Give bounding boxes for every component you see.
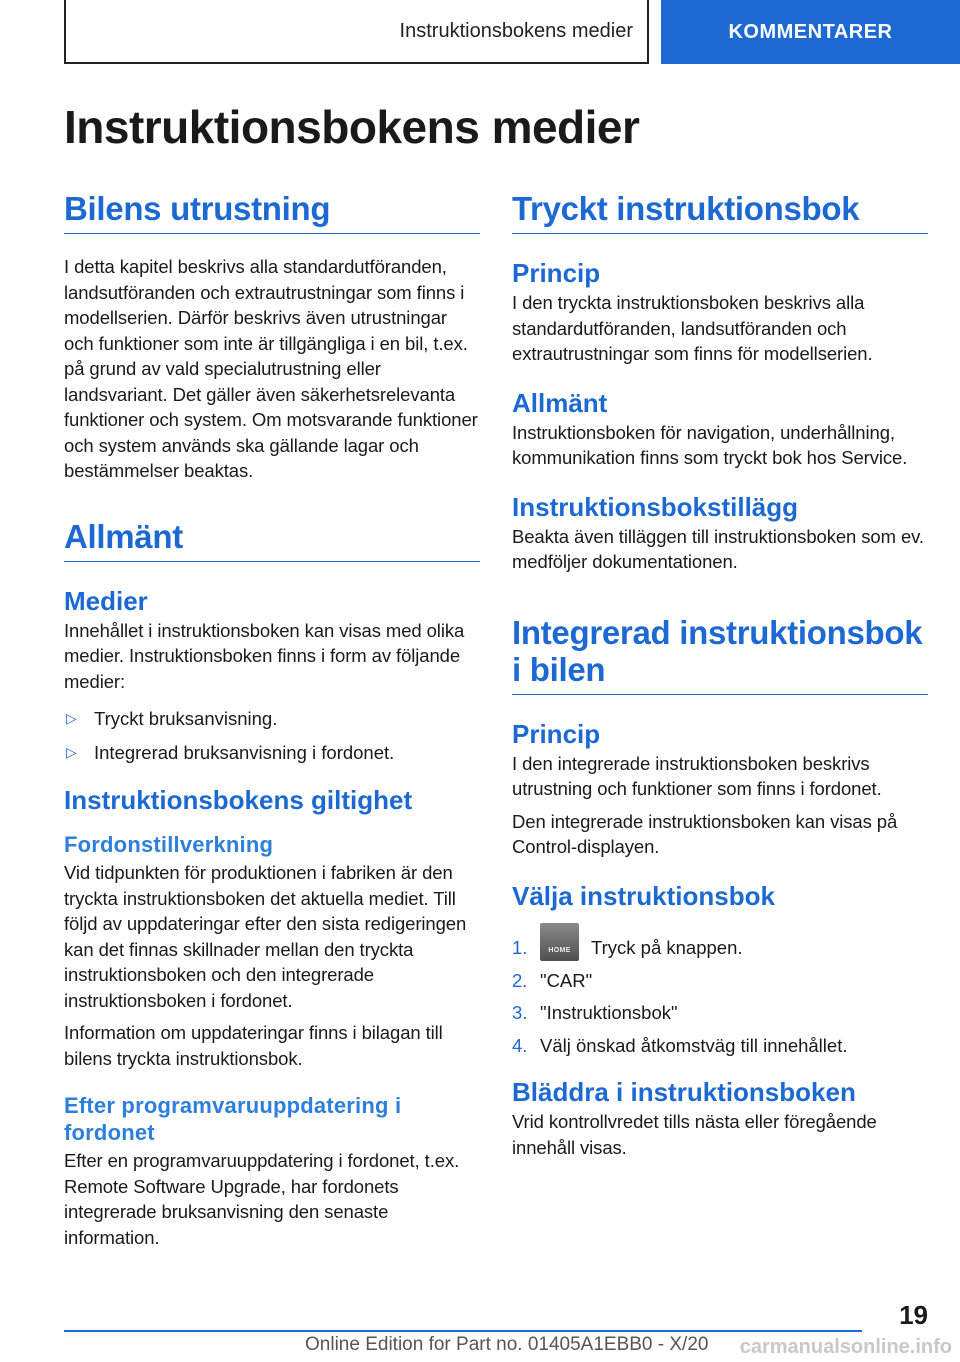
step-number: 2. bbox=[512, 969, 528, 991]
left-column bbox=[64, 190, 480, 1257]
heading-medier: Medier bbox=[64, 585, 148, 616]
paragraph-princip-tryckt: I den tryckta instruktionsboken beskrivs alla standardutföranden, landsutföranden och extrautrustningar som finns för modellserien. bbox=[512, 292, 873, 364]
list-item-text: Integrerad bruksanvisning i fordonet. bbox=[94, 741, 395, 763]
list-item-text: Tryckt bruksanvisning. bbox=[94, 708, 278, 729]
heading-allmant: Allmänt bbox=[64, 518, 480, 562]
paragraph-fordonstillverkning-2: Information om uppdateringar finns i bilagan till bilens tryckta instruktionsbok. bbox=[64, 1022, 443, 1069]
home-button-label: HOME bbox=[548, 946, 571, 954]
heading-bilens-utrustning: Bilens utrustning bbox=[64, 190, 480, 234]
header-section-label: Instruktionsbokens medier bbox=[399, 19, 633, 42]
list-item bbox=[512, 1000, 928, 1026]
heading-princip-tryckt: Princip bbox=[512, 258, 601, 288]
paragraph-efter-programvaruuppdatering: Efter en programvaruuppdatering i fordonet, t.ex. Remote Software Upgrade, har fordonets integrerade bruksanvisning den senaste information. bbox=[64, 1150, 460, 1248]
home-button-icon bbox=[540, 923, 579, 961]
heading-integrerad-instruktionsbok: Integrerad instruktionsbok i bilen bbox=[512, 614, 928, 695]
heading-efter-programvaruuppdatering: Efter programvaruuppdatering i fordonet bbox=[64, 1093, 402, 1145]
heading-valja-instruktionsbok: Välja instruktionsbok bbox=[512, 880, 775, 911]
header-chapter-label: KOMMENTARER bbox=[728, 20, 893, 43]
paragraph-princip-integrerad-1: I den integrerade instruktionsboken beskrivs utrustning och funktioner som finns i fordonet. bbox=[512, 752, 882, 799]
heading-fordonstillverkning: Fordonstillverkning bbox=[64, 832, 274, 857]
footer-divider bbox=[64, 1330, 862, 1332]
footer-edition-text: Online Edition for Part no. 01405A1EBB0 - X/20 bbox=[305, 1334, 709, 1355]
watermark: carmanualsonline.info bbox=[739, 1336, 952, 1358]
paragraph-princip-integrerad-2: Den integrerade instruktionsboken kan visas på Control-displayen. bbox=[512, 810, 898, 857]
header-chapter-tab[interactable] bbox=[661, 0, 960, 64]
paragraph-instruktionsbokstillagg: Beakta även tilläggen till instruktionsboken som ev. medföljer dokumentationen. bbox=[512, 525, 924, 572]
list-item bbox=[512, 1033, 928, 1059]
step-text: Tryck på knappen. bbox=[591, 937, 743, 958]
step-number: 1. bbox=[512, 937, 528, 958]
list-item bbox=[64, 706, 480, 732]
paragraph-bladdra: Vrid kontrollvredet tills nästa eller föregående innehåll visas. bbox=[512, 1111, 877, 1158]
list-item bbox=[512, 923, 928, 961]
heading-instruktionsbokstillagg: Instruktionsbokstillägg bbox=[512, 491, 799, 522]
list-item bbox=[64, 740, 480, 766]
steps-list bbox=[512, 923, 928, 1059]
heading-tryckt-instruktionsbok: Tryckt instruktionsbok bbox=[512, 190, 928, 234]
list-item bbox=[512, 968, 928, 994]
heading-allmant-tryckt: Allmänt bbox=[512, 387, 608, 418]
heading-giltighet: Instruktionsbokens giltighet bbox=[64, 785, 413, 815]
triangle-bullet-icon: ▷ bbox=[66, 710, 77, 726]
heading-princip-integrerad: Princip bbox=[512, 718, 601, 749]
triangle-bullet-icon: ▷ bbox=[66, 743, 77, 760]
step-text: "CAR" bbox=[540, 969, 593, 991]
heading-bladdra: Bläddra i instruktionsboken bbox=[512, 1077, 856, 1107]
paragraph-medier: Innehållet i instruktionsboken kan visas med olika medier. Instruktionsboken finns i form av följande medier: bbox=[64, 619, 465, 692]
paragraph-bilens-utrustning: I detta kapitel beskrivs alla standardutföranden, landsutföranden och extrautrustningar som finns i modellserien. Därför beskrivs även utrustningar och funktioner som inte är tillgängliga i en bil, t.ex. på grund av vald specialutrustning eller landsvariant. Det gäller även säkerhetsrelevanta funktioner och system. Om motsvarande funktioner och system används ska gällande lagar och bestämmelser beaktas. bbox=[64, 256, 478, 481]
page-title: Instruktionsbokens medier bbox=[64, 101, 640, 153]
step-number: 3. bbox=[512, 1002, 528, 1023]
step-number: 4. bbox=[512, 1034, 528, 1056]
paragraph-fordonstillverkning-1: Vid tidpunkten för produktionen i fabriken är den tryckta instruktionsboken det aktuella mediet. Till följd av uppdateringar efter den sista redigeringen kan det finnas skillnader mellan den tryckta instruktionsboken och den integrerade instruktionsboken i fordonet. bbox=[64, 862, 467, 1011]
right-column bbox=[512, 190, 928, 1167]
step-text: Välj önskad åtkomstväg till innehållet. bbox=[540, 1034, 848, 1056]
media-list bbox=[64, 706, 480, 765]
header-section-tab bbox=[64, 0, 649, 64]
step-text: "Instruktionsbok" bbox=[540, 1002, 678, 1023]
page-number: 19 bbox=[899, 1300, 928, 1330]
paragraph-allmant-tryckt: Instruktionsboken för navigation, underhållning, kommunikation finns som tryckt bok hos Service. bbox=[512, 421, 908, 468]
